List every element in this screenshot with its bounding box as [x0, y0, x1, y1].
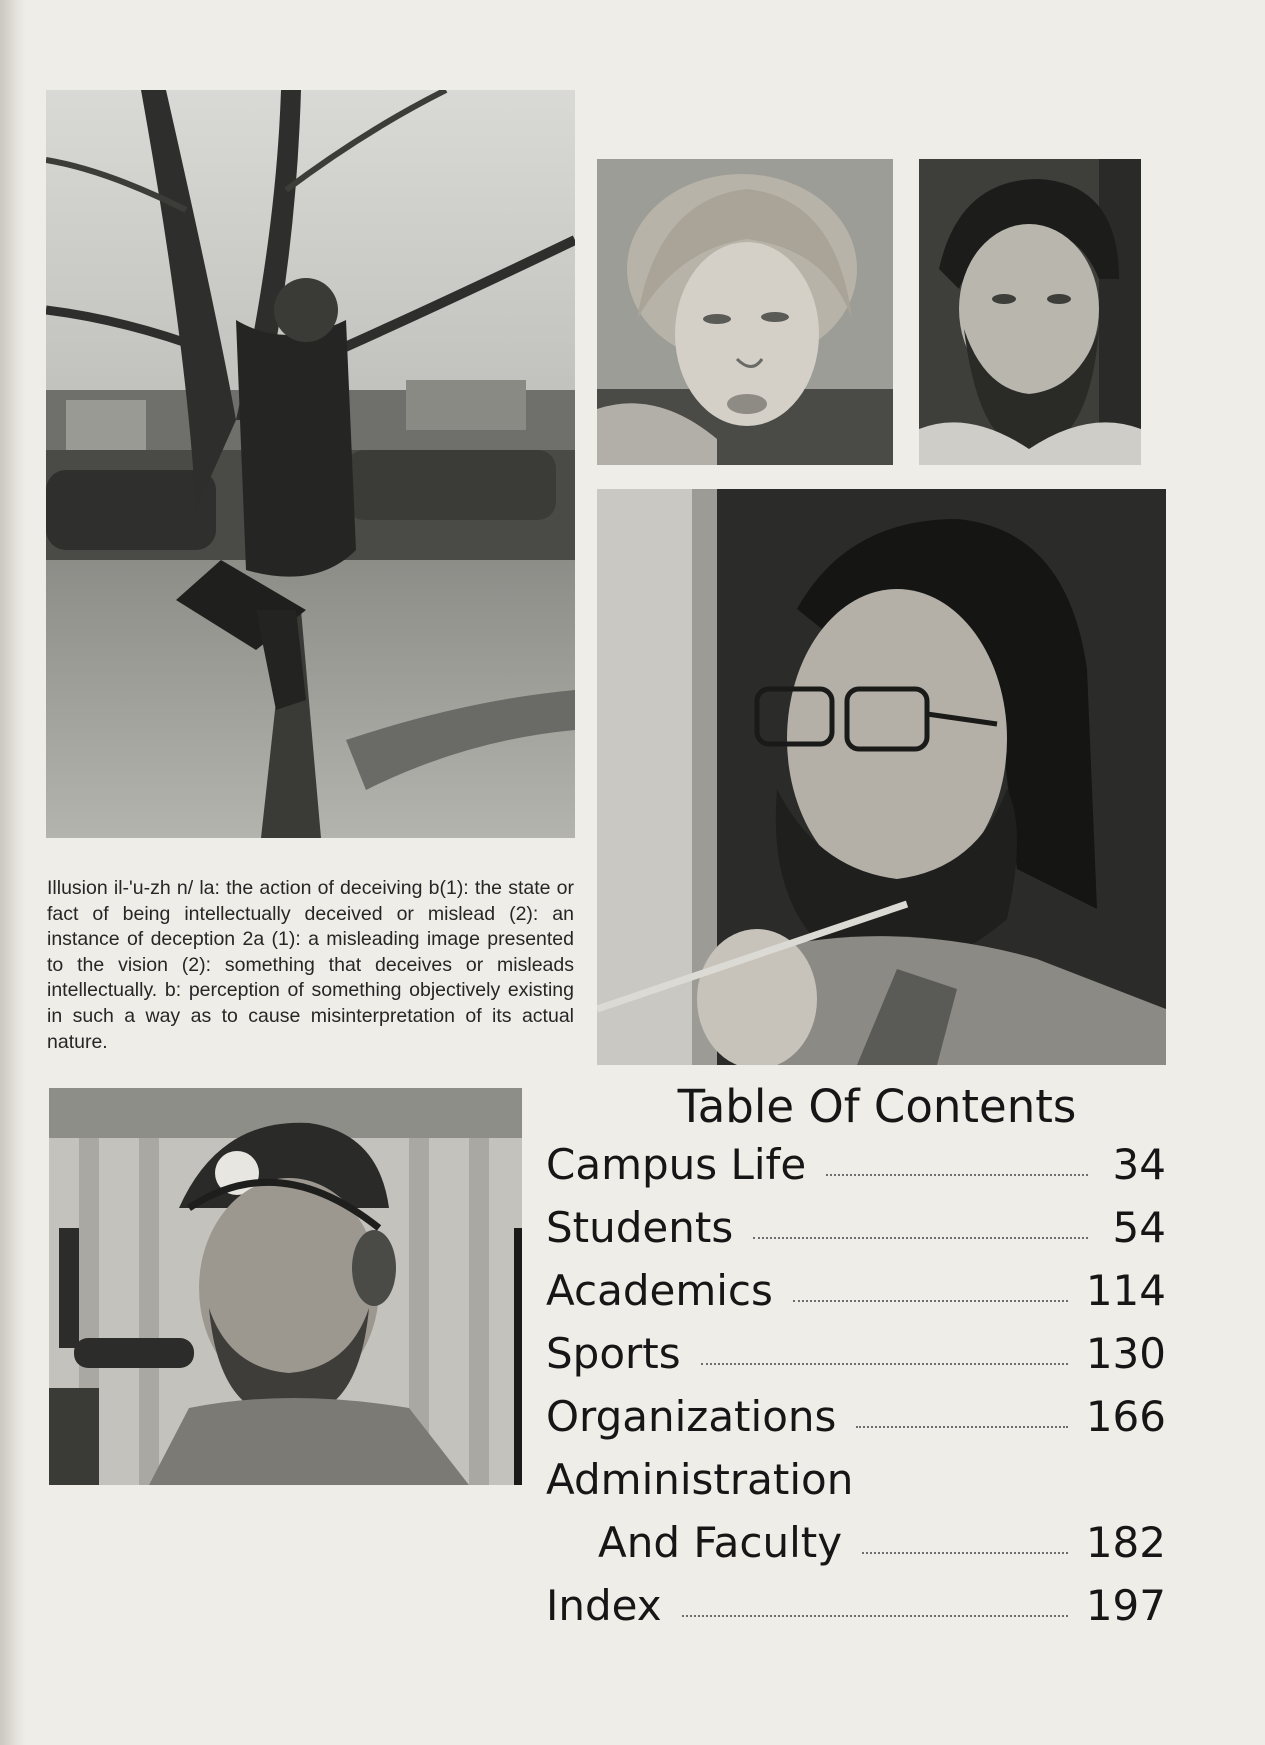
toc-entry-label: Administration [546, 1455, 854, 1504]
photo-student-climbing-tree [46, 90, 575, 838]
toc-list [546, 1140, 1166, 1644]
toc-entry-label: Index [546, 1581, 662, 1630]
photo-radio-dj-with-headphones [49, 1088, 522, 1485]
toc-entry-label: Academics [546, 1266, 773, 1315]
toc-leader-dots [793, 1300, 1068, 1302]
toc-entry-campus-life [546, 1140, 1166, 1203]
toc-entry-academics [546, 1266, 1166, 1329]
photo-bearded-man-portrait [919, 159, 1141, 465]
toc-leader-dots [682, 1615, 1068, 1617]
toc-entry-label: Sports [546, 1329, 681, 1378]
toc-leader-dots [701, 1363, 1068, 1365]
toc-entry-page: 34 [1112, 1140, 1166, 1189]
toc-entry-page: 197 [1085, 1581, 1166, 1630]
photo-man-with-glasses-portrait [597, 489, 1166, 1065]
toc-entry-sports [546, 1329, 1166, 1392]
toc-leader-dots [856, 1426, 1067, 1428]
toc-title: Table Of Contents [677, 1080, 1077, 1133]
toc-entry-students [546, 1203, 1166, 1266]
toc-entry-page: 54 [1112, 1203, 1166, 1252]
toc-entry-label: Students [546, 1203, 734, 1252]
photo-woman-portrait [597, 159, 893, 465]
toc-leader-dots [862, 1552, 1068, 1554]
toc-leader-dots [753, 1237, 1088, 1239]
toc-entry-label: Campus Life [546, 1140, 807, 1189]
toc-leader-dots [826, 1174, 1088, 1176]
toc-entry-label: Organizations [546, 1392, 837, 1441]
toc-entry-label: And Faculty [598, 1518, 843, 1567]
toc-entry-page: 182 [1085, 1518, 1166, 1567]
illusion-definition-caption: Illusion il-'u-zh n/ la: the action of deceiving b(1): the state or fact of being intellectually deceived or mislead (2): an instance of deception 2a (1): a misleading image presented to the vision (2): something that deceives or misleads intellectually. b: perception of something objectively existing in such a way as to cause misinterpretation of its actual nature. [47, 877, 574, 1053]
page-spine-shadow [0, 0, 26, 1745]
toc-entry-index [546, 1581, 1166, 1644]
toc-entry-page: 130 [1085, 1329, 1166, 1378]
toc-entry-page: 166 [1085, 1392, 1166, 1441]
toc-entry-and-faculty [546, 1518, 1166, 1581]
toc-entry-administration [546, 1455, 1166, 1518]
toc-entry-organizations [546, 1392, 1166, 1455]
toc-entry-page: 114 [1085, 1266, 1166, 1315]
